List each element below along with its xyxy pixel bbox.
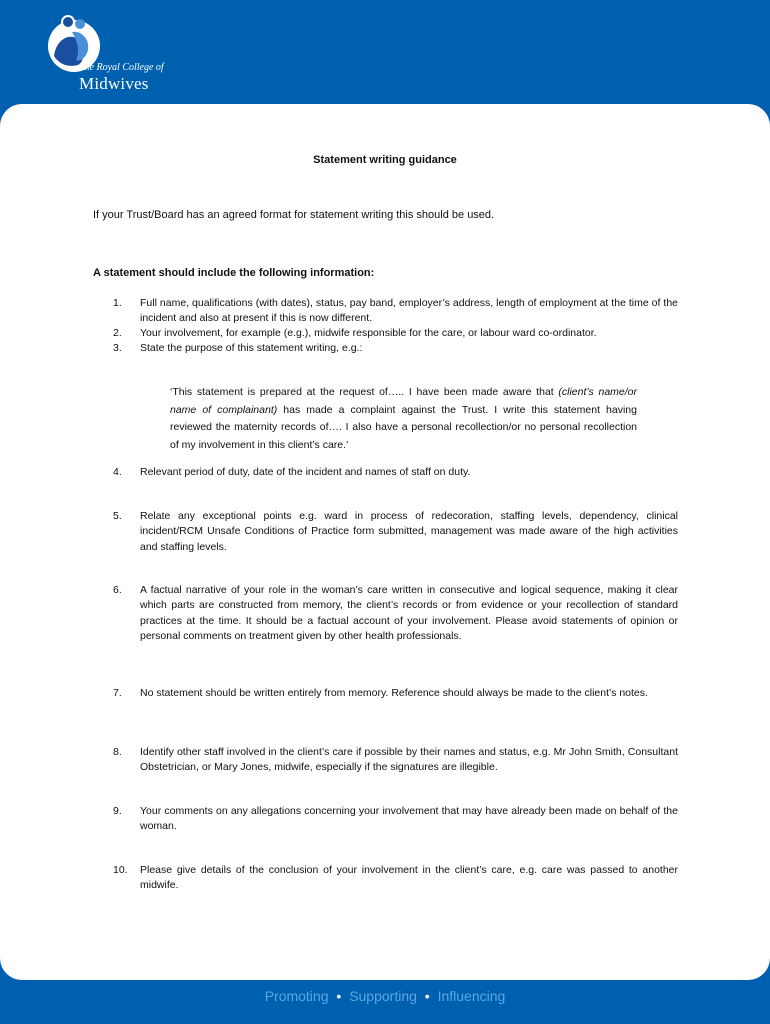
quote-text-1: ‘This statement is prepared at the request of….. I have been made aware that — [170, 386, 559, 398]
list-item — [113, 326, 678, 341]
list-item-number: 10. — [113, 864, 128, 876]
list-item-text: Your involvement, for example (e.g.), midwife responsible for the care, or labour ward co-ordinator. — [140, 327, 597, 339]
tagline-separator: • — [336, 988, 342, 1004]
list-item-number: 6. — [113, 584, 122, 596]
list-item — [113, 341, 678, 356]
list-item — [113, 863, 678, 894]
list-item-number: 3. — [113, 342, 122, 354]
list-item-text: Your comments on any allegations concerning your involvement that may have already been made on behalf of the woman. — [140, 805, 678, 833]
list-item-number: 1. — [113, 297, 122, 309]
quote-text-2: has made a complaint against the Trust. I write this statement having reviewed the maternity records of…. I also have a personal recollection/or no personal recollection of my involvement in this client’s care.’ — [170, 403, 637, 451]
list-item-number: 2. — [113, 327, 122, 339]
list-item-text: Relevant period of duty, date of the incident and names of staff on duty. — [140, 466, 471, 478]
tagline-supporting: Supporting — [349, 988, 417, 1004]
list-item-text: No statement should be written entirely from memory. Reference should always be made to the client’s notes. — [140, 687, 648, 699]
footer-tagline — [0, 988, 770, 1004]
logo-title: Midwives — [79, 74, 149, 93]
intro-text: If your Trust/Board has an agreed format for statement writing this should be used. — [93, 209, 495, 221]
section-heading: A statement should include the following information: — [93, 267, 375, 279]
tagline-separator: • — [424, 988, 430, 1004]
list-item-text: Identify other staff involved in the client’s care if possible by their names and status, e.g. Mr John Smith, Consultant Obstetrician, or Mary Jones, midwife, especially if the signatures are illegible. — [140, 746, 678, 774]
list-item-text: A factual narrative of your role in the woman’s care written in consecutive and logical sequence, making it clear which parts are constructed from memory, the client’s records or from evidence or your recollection of standard practices at the time. It should be a factual account of your involvement. Please avoid statements of opinion or personal comments on treatment given by other health professionals. — [140, 584, 678, 642]
example-quote — [170, 384, 637, 454]
quote-italic-text: (client’s name/or name of complainant) — [170, 386, 637, 416]
list-item-number: 7. — [113, 687, 122, 699]
list-item — [113, 296, 678, 327]
page-title: Statement writing guidance — [313, 154, 457, 166]
list-item — [113, 509, 678, 555]
list-item — [113, 745, 678, 776]
tagline-influencing: Influencing — [437, 988, 506, 1004]
list-item-number: 8. — [113, 746, 122, 758]
list-item-text: State the purpose of this statement writing, e.g.: — [140, 342, 363, 354]
logo-subtitle: The Royal College of — [79, 62, 164, 73]
document-page — [0, 104, 770, 980]
tagline-promoting: Promoting — [264, 988, 329, 1004]
list-item-text: Please give details of the conclusion of your involvement in the client’s care, e.g. care was passed to another midwife. — [140, 864, 678, 892]
list-item — [113, 804, 678, 835]
list-item-text: Full name, qualifications (with dates), status, pay band, employer’s address, length of employment at the time of the incident and also at present if this is now different. — [140, 297, 678, 325]
list-item — [113, 583, 678, 644]
list-item-number: 5. — [113, 510, 122, 522]
list-item-number: 9. — [113, 805, 122, 817]
list-item-number: 4. — [113, 466, 122, 478]
list-item — [113, 465, 678, 480]
list-item-text: Relate any exceptional points e.g. ward in process of redecoration, staffing levels, dependency, clinical incident/RCM Unsafe Conditions of Practice form submitted, management was made aware of the high activities and staffing levels. — [140, 510, 678, 553]
list-item — [113, 686, 678, 701]
